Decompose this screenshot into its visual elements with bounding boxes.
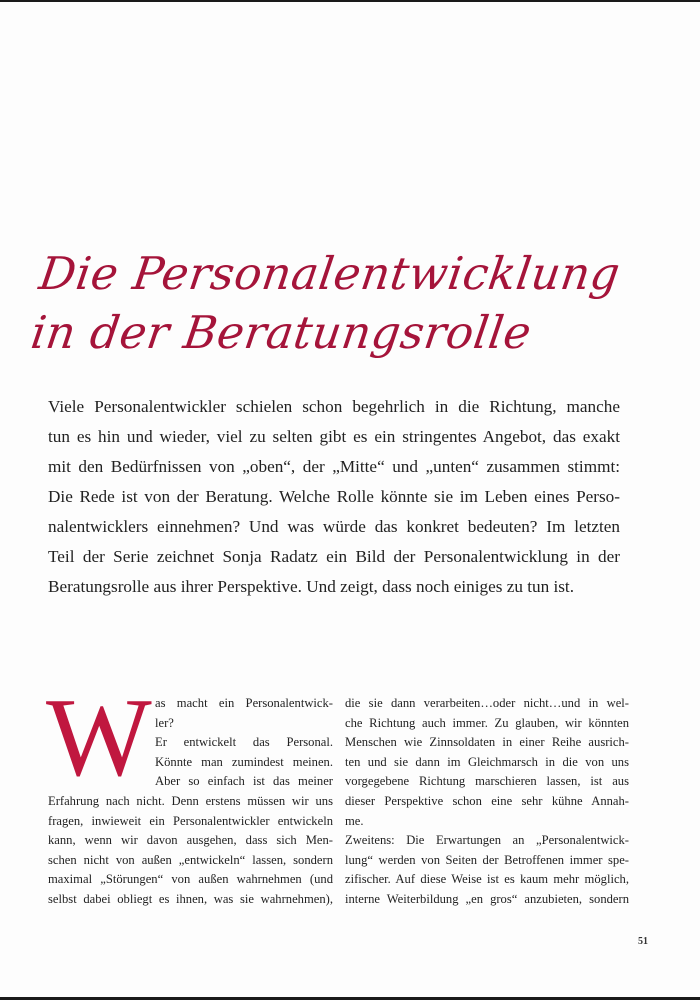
intro-line: Die Rede ist von der Beratung. Welche Rolle könnte sie im Leben eines Perso- [48, 487, 620, 506]
body-line: lung“ werden von Seiten der Betroffenen immer spe- [345, 852, 629, 867]
body-line: schen nicht von außen „entwickeln“ lassen, sondern [48, 852, 333, 867]
dropcap-block [46, 676, 333, 800]
dropcap-text [155, 694, 333, 792]
body-line: kann, wenn wir davon ausgehen, dass sich Men- [48, 833, 333, 848]
body-line: as macht ein Personalentwick- [155, 696, 333, 710]
intro-line: Beratungsrolle aus ihrer Perspektive. Und zeigt, dass noch einiges zu tun ist. [48, 577, 575, 596]
body-line: interne Weiterbildung „en gros“ anzubieten, sondern [345, 891, 629, 906]
intro-line: Viele Personalentwickler schielen schon begehrlich in die Richtung, manche [48, 397, 620, 416]
body-line: che Richtung auch immer. Zu glauben, wir könnten [345, 715, 629, 730]
article-title [27, 244, 664, 362]
page-top-edge [0, 0, 700, 2]
page-number: 51 [638, 936, 648, 947]
body-line: dieser Perspektive schon eine sehr kühne Annah- [345, 793, 629, 808]
body-line: zifischer. Auf diese Weise ist es kaum mehr möglich, [345, 872, 629, 887]
body-line: Zweitens: Die Erwartungen an „Personalentwick- [345, 833, 629, 848]
body-line: fragen, inwieweit ein Personalentwickler entwickeln [48, 813, 333, 828]
intro-line: Teil der Serie zeichnet Sonja Radatz ein Bild der Personalentwicklung in der [48, 547, 620, 566]
title-line-1: Die Personalentwicklung [36, 247, 624, 300]
intro-line: nalentwicklers einnehmen? Und was würde das konkret bedeuten? Im letzten [48, 517, 620, 536]
body-column-left [46, 676, 333, 910]
body-line: Aber so einfach ist das meiner [155, 774, 333, 789]
intro-paragraph [48, 392, 620, 602]
body-left-text [48, 792, 333, 910]
body-line: vorgegebene Richtung marschieren lassen, ist aus [345, 774, 629, 789]
body-line: Könnte man zumindest meinen. [155, 754, 333, 769]
title-line-2: in der Beratungsrolle [27, 306, 535, 359]
body-line: Erfahrung nach nicht. Denn erstens müssen wir uns [48, 794, 333, 808]
body-line: Er entwickelt das Personal. [155, 735, 333, 750]
body-column-right [345, 694, 629, 910]
body-line: ler? [155, 715, 174, 730]
body-line: selbst dabei obliegt es ihnen, was sie wahrnehmen), [48, 891, 333, 906]
body-line: maximal „Störungen“ von außen wahrnehmen (und [48, 872, 333, 887]
dropcap-letter: W [46, 676, 152, 800]
intro-line: mit den Bedürfnissen von „oben“, der „Mitte“ und „unten“ zusammen stimmt: [48, 457, 620, 476]
body-line: die sie dann verarbeiten…oder nicht…und in wel- [345, 696, 629, 710]
body-line: me. [345, 813, 364, 828]
intro-line: tun es hin und wieder, viel zu selten gibt es ein stringentes Angebot, das exakt [48, 427, 620, 446]
body-line: Menschen wie Zinnsoldaten in einer Reihe ausrich- [345, 735, 629, 750]
body-line: ten und sie dann im Gleichmarsch in die von uns [345, 754, 629, 769]
